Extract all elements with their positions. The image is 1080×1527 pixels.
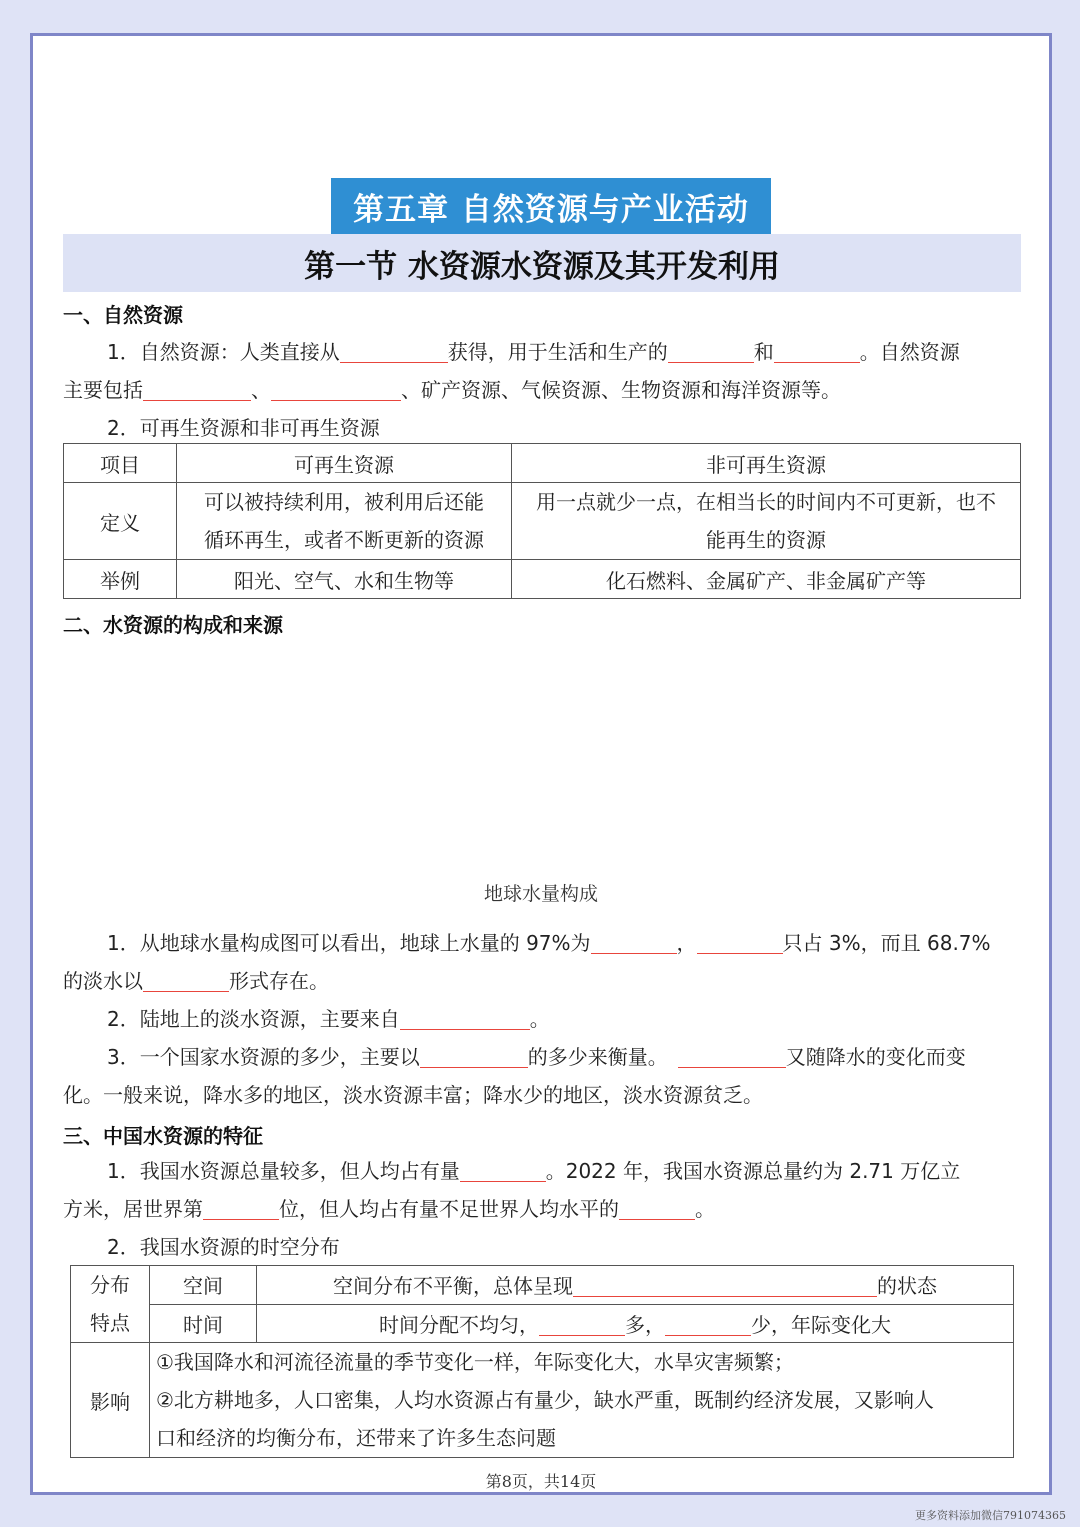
- part1-q1-line2: 主要包括 、 、矿产资源、气候资源、生物资源和海洋资源等。: [63, 378, 841, 402]
- part1-heading: 一、自然资源: [63, 303, 183, 327]
- part3-q2: 2．我国水资源的时空分布: [107, 1235, 340, 1259]
- part1-q1-line1: 1．自然资源：人类直接从 获得，用于生活和生产的 和 。自然资源: [107, 340, 960, 364]
- table-cell: 时间分配不均匀， 多， 少，年际变化大: [257, 1304, 1014, 1343]
- row-label: 举例: [64, 560, 177, 599]
- table-cell: 用一点就少一点，在相当长的时间内不可更新，也不 能再生的资源: [512, 483, 1021, 560]
- fill-blank: [619, 1195, 695, 1220]
- part2-q2: 2．陆地上的淡水资源，主要来自 。: [107, 1007, 550, 1031]
- part1-q2: 2．可再生资源和非可再生资源: [107, 416, 380, 440]
- row-label: 分布 特点: [71, 1266, 150, 1343]
- fill-blank: [678, 1043, 786, 1068]
- fill-blank: [539, 1311, 625, 1336]
- fill-blank: [573, 1272, 877, 1297]
- distribution-table: [70, 1265, 1014, 1458]
- table-cell: 化石燃料、金属矿产、非金属矿产等: [512, 560, 1021, 599]
- part2-q3-line1: 3．一个国家水资源的多少，主要以 的多少来衡量。 又随降水的变化而变: [107, 1045, 966, 1069]
- fill-blank: [668, 338, 754, 363]
- fill-blank: [340, 338, 448, 363]
- chapter-title: 第五章 自然资源与产业活动: [331, 178, 771, 234]
- row-label: 空间: [150, 1266, 257, 1305]
- table-cell: 可以被持续利用，被利用后还能 循环再生，或者不断更新的资源: [177, 483, 512, 560]
- row-label: 时间: [150, 1304, 257, 1343]
- fill-blank: [400, 1005, 530, 1030]
- part3-q1-line2: 方米，居世界第 位，但人均占有量不足世界人均水平的 。: [63, 1197, 715, 1221]
- part3-q1-line1: 1．我国水资源总量较多，但人均占有量 。2022 年，我国水资源总量约为 2.71 万亿立: [107, 1159, 961, 1183]
- table-cell: 空间分布不平衡，总体呈现 的状态: [257, 1266, 1014, 1305]
- fill-blank: [591, 929, 677, 954]
- document-page: [30, 33, 1052, 1495]
- fill-blank: [420, 1043, 528, 1068]
- part2-q1-line2: 的淡水以 形式存在。: [63, 969, 329, 993]
- row-label: 定义: [64, 483, 177, 560]
- fill-blank: [203, 1195, 279, 1220]
- page-footer: 第8页，共14页: [485, 1472, 597, 1491]
- part2-heading: 二、水资源的构成和来源: [63, 613, 283, 637]
- fill-blank: [774, 338, 860, 363]
- table-cell: ①我国降水和河流径流量的季节变化一样，年际变化大，水旱灾害频繁； ②北方耕地多，人口密集，人均水资源占有量少，缺水严重，既制约经济发展，又影响人 口和经济的均衡分布，还带来了许多生态问题: [150, 1343, 1014, 1458]
- row-label: 影响: [71, 1343, 150, 1458]
- part2-q3-line2: 化。一般来说，降水多的地区，淡水资源丰富；降水少的地区，淡水资源贫乏。: [63, 1083, 763, 1107]
- fill-blank: [697, 929, 783, 954]
- fill-blank: [143, 376, 251, 401]
- part2-q1-line1: 1．从地球水量构成图可以看出，地球上水量的 97%为 ， 只占 3%，而且 68.7%: [107, 931, 991, 955]
- figure-caption: 地球水量构成: [483, 883, 598, 905]
- watermark: 更多资料添加微信791074365: [915, 1509, 1066, 1522]
- table-header: 可再生资源: [177, 444, 512, 483]
- fill-blank: [143, 967, 229, 992]
- table-header: 非可再生资源: [512, 444, 1021, 483]
- table-header: 项目: [64, 444, 177, 483]
- table-cell: 阳光、空气、水和生物等: [177, 560, 512, 599]
- resource-table: [63, 443, 1021, 599]
- fill-blank: [271, 376, 401, 401]
- fill-blank: [460, 1157, 546, 1182]
- part3-heading: 三、中国水资源的特征: [63, 1124, 263, 1148]
- fill-blank: [665, 1311, 751, 1336]
- section-title: 第一节 水资源水资源及其开发利用: [63, 234, 1021, 292]
